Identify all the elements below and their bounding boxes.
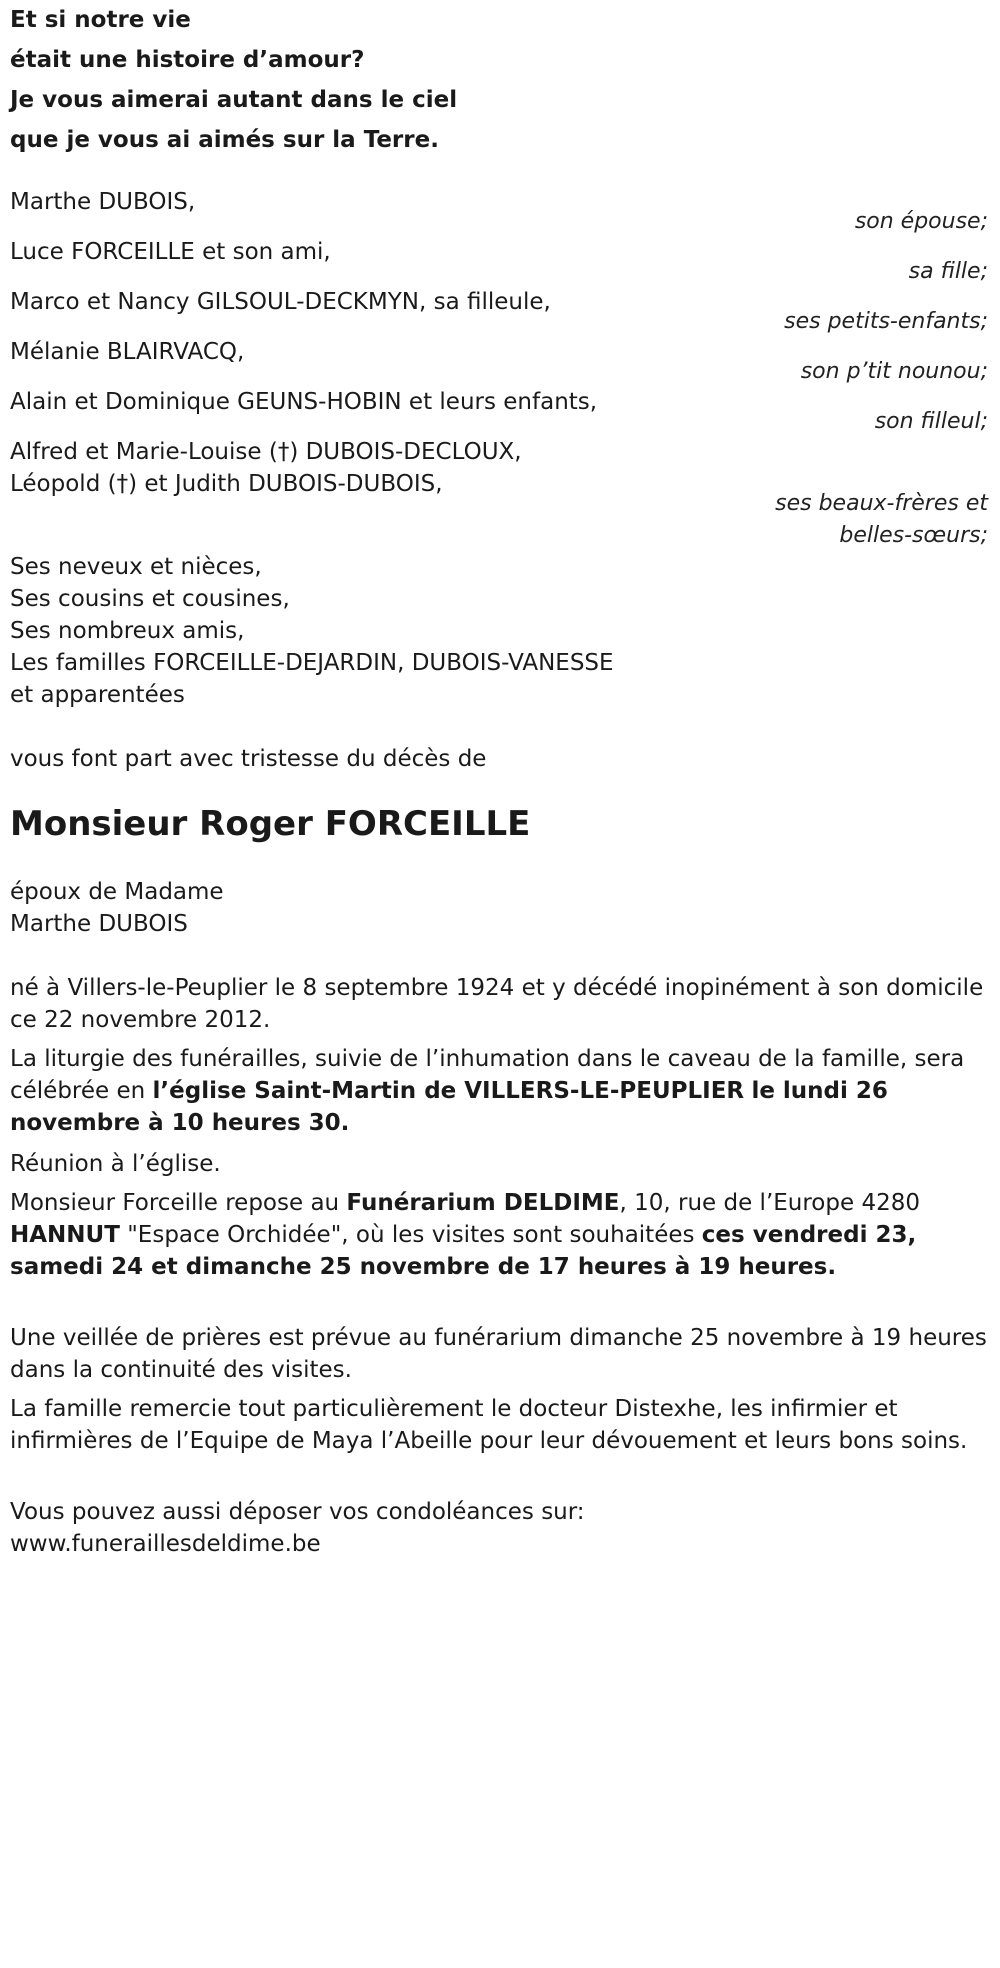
extended-family-line: Ses cousins et cousines, — [10, 586, 290, 612]
family-name: Luce FORCEILLE et son ami, — [10, 239, 331, 265]
funerarium-visits: "Espace Orchidée", où les visites sont souhaitées — [119, 1222, 702, 1248]
meeting-paragraph: Réunion à l’église. — [10, 1151, 221, 1177]
funerarium-paragraph — [10, 1187, 990, 1283]
family-name: Marco et Nancy GILSOUL-DECKMYN, sa filleule, — [10, 289, 551, 315]
vigil-paragraph: Une veillée de prières est prévue au funérarium dimanche 25 novembre à 19 heures dans la continuité des visites. — [10, 1325, 987, 1383]
extended-family-line: et apparentées — [10, 682, 185, 708]
condolences-url[interactable]: www.funeraillesdeldime.be — [10, 1531, 321, 1557]
family-relation: son filleul; — [874, 409, 988, 434]
extended-family-line: Ses neveux et nièces, — [10, 554, 262, 580]
poem-line: que je vous ai aimés sur la Terre. — [10, 127, 439, 153]
extended-family-line: Les familles FORCEILLE-DEJARDIN, DUBOIS-VANESSE — [10, 650, 614, 676]
funerarium-dates: ces vendredi 23, samedi 24 et dimanche 25 novembre de 17 heures à 19 heures. — [10, 1222, 917, 1280]
deceased-name: Monsieur Roger FORCEILLE — [10, 804, 531, 844]
family-relation: belles-sœurs; — [839, 523, 988, 548]
thanks-paragraph: La famille remercie tout particulièrement le docteur Distexhe, les infirmier et infirmières de l’Equipe de Maya l’Abeille pour leur dévouement et leurs bons soins. — [10, 1396, 968, 1454]
extended-family-line: Ses nombreux amis, — [10, 618, 245, 644]
liturgy-text: La liturgie des funérailles, suivie de l’inhumation dans le caveau de la famille, sera célébrée en — [10, 1046, 965, 1104]
family-relation: ses beaux-frères et — [775, 491, 988, 516]
liturgy-date: le lundi 26 novembre à 10 heures 30. — [10, 1078, 888, 1136]
family-name: Léopold (†) et Judith DUBOIS-DUBOIS, — [10, 471, 443, 497]
family-name: Marthe DUBOIS, — [10, 189, 196, 215]
poem-line: Je vous aimerai autant dans le ciel — [10, 87, 458, 113]
family-relation: ses petits-enfants; — [784, 309, 988, 334]
family-name: Alfred et Marie-Louise (†) DUBOIS-DECLOUX, — [10, 439, 522, 465]
family-relation: son épouse; — [854, 209, 988, 234]
family-relation: son p’tit nounou; — [800, 359, 988, 384]
funerarium-text: Monsieur Forceille repose au — [10, 1190, 347, 1216]
liturgy-paragraph — [10, 1043, 990, 1139]
funerarium-address: , 10, rue de l’Europe 4280 — [619, 1190, 920, 1216]
birth-death-paragraph: né à Villers-le-Peuplier le 8 septembre 1924 et y décédé inopinément à son domicile ce 22 novembre 2012. — [10, 975, 984, 1033]
family-name: Alain et Dominique GEUNS-HOBIN et leurs enfants, — [10, 389, 598, 415]
announcement: vous font part avec tristesse du décès de — [10, 746, 487, 772]
poem-line: était une histoire d’amour? — [10, 47, 365, 73]
condolences-text: Vous pouvez aussi déposer vos condoléances sur: — [10, 1499, 585, 1525]
spouse-line: Marthe DUBOIS — [10, 911, 188, 937]
poem-line: Et si notre vie — [10, 7, 191, 33]
funerarium-city: HANNUT — [10, 1222, 120, 1248]
spouse-line: époux de Madame — [10, 879, 224, 905]
family-name: Mélanie BLAIRVACQ, — [10, 339, 245, 365]
liturgy-place: l’église Saint-Martin de VILLERS-LE-PEUPLIER — [152, 1078, 745, 1104]
family-relation: sa fille; — [908, 259, 988, 284]
funerarium-name: Funérarium DELDIME — [346, 1190, 620, 1216]
